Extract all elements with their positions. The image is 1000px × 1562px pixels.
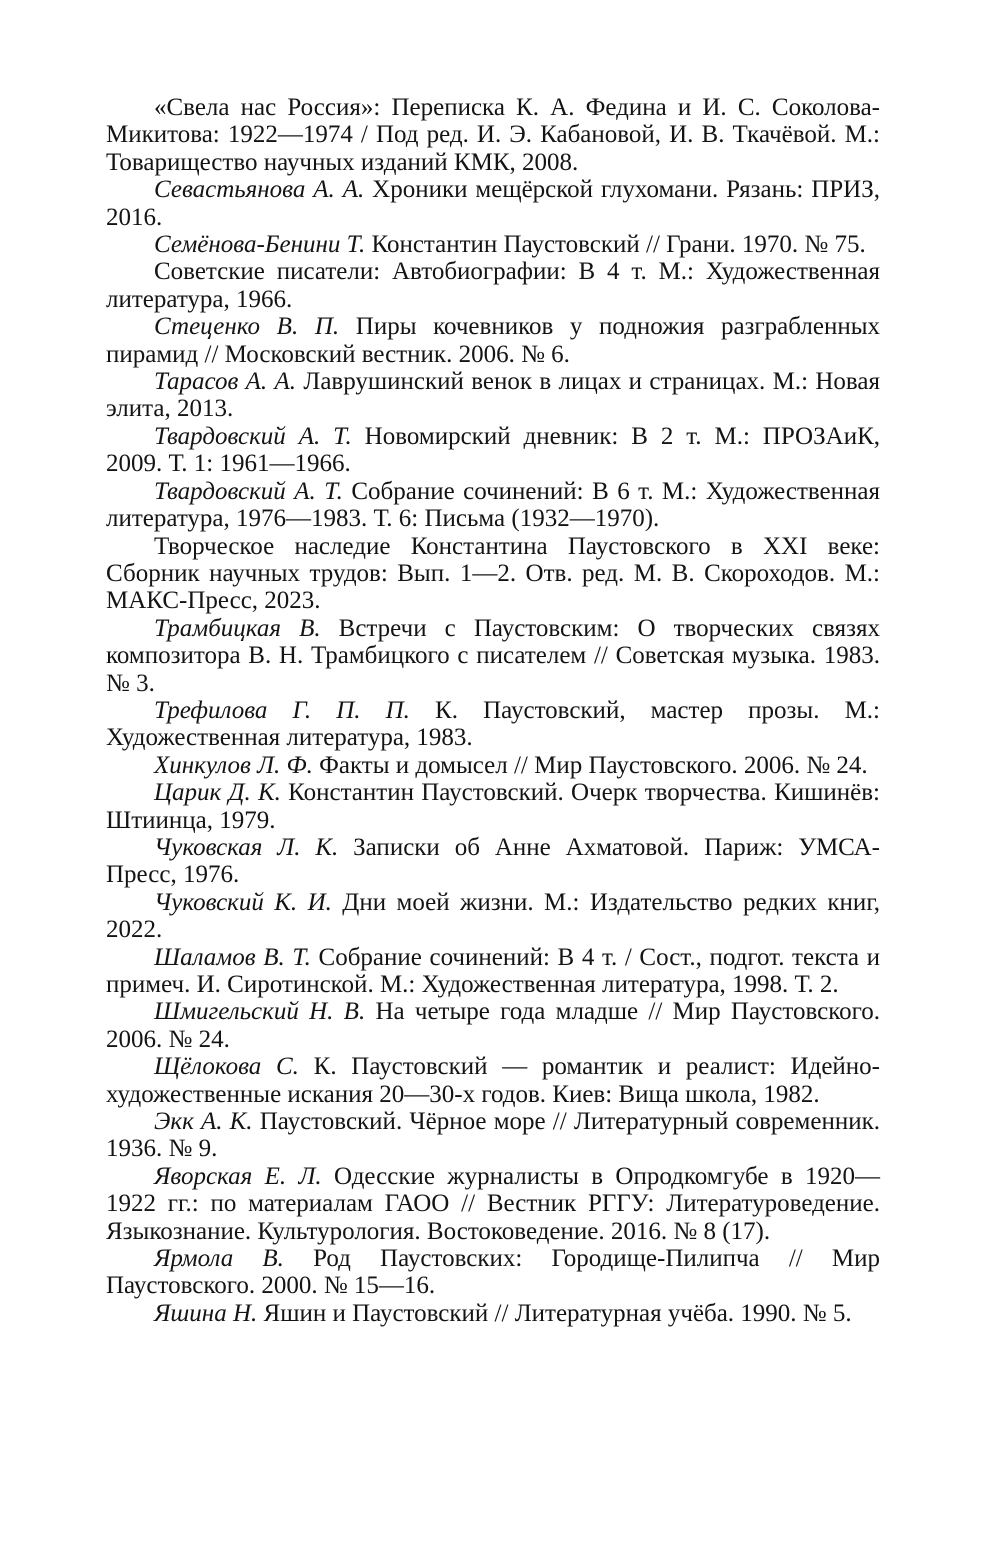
entry-author: Шаламов В. Т.	[154, 943, 311, 971]
bibliography-entry	[106, 697, 880, 752]
entry-author: Чуковский К. И.	[154, 888, 332, 916]
bibliography-entry	[106, 615, 880, 697]
bibliography-entry	[106, 423, 880, 478]
bibliography-entry	[106, 1300, 880, 1327]
entry-text: Одесские журналисты в Опродкомгубе в 1920—1922 гг.: по материалам ГАОО // Вестник РГГУ: Литературоведение. Языкознание. Культурология. Востоковедение. 2016. № 8 (17).	[106, 1162, 880, 1245]
entry-author: Царик Д. К.	[154, 779, 281, 807]
bibliography-entry	[106, 779, 880, 834]
entry-text: Новомирский дневник: В 2 т. М.: ПРОЗАиК, 2009. Т. 1: 1961—1966.	[106, 422, 880, 478]
entry-author: Тарасов А. А.	[154, 368, 297, 396]
bibliography-entry	[106, 258, 880, 313]
entry-author: Хинкулов Л. Ф.	[154, 751, 313, 779]
entry-text: Константин Паустовский. Очерк творчества. Кишинёв: Штиинца, 1979.	[106, 779, 880, 834]
entry-text: Встречи с Паустовским: О творческих связях композитора В. Н. Трамбицкого с писателем // Советская музыка. 1983. № 3.	[106, 614, 880, 697]
bibliography-entry	[106, 889, 880, 944]
bibliography-entry	[106, 1053, 880, 1108]
bibliography-entry	[106, 231, 880, 258]
entry-author: Трефилова Г. П. П.	[154, 696, 410, 724]
entry-text: К. Паустовский, мастер прозы. М.: Художественная литература, 1983.	[106, 696, 880, 752]
bibliography-entry	[106, 94, 880, 176]
bibliography-entry	[106, 834, 880, 889]
entry-text: Яшин и Паустовский // Литературная учёба. 1990. № 5.	[257, 1299, 852, 1327]
entry-text: На четыре года младше // Мир Паустовского. 2006. № 24.	[106, 998, 880, 1053]
bibliography-entry	[106, 998, 880, 1053]
entry-author: Твардовский А. Т.	[154, 477, 343, 505]
entry-text: Константин Паустовский // Грани. 1970. № 75.	[365, 231, 866, 259]
bibliography-entry	[106, 944, 880, 999]
bibliography-list	[106, 94, 880, 1327]
entry-text: Советские писатели: Автобиографии: В 4 т. М.: Художественная литература, 1966.	[106, 258, 880, 313]
entry-text: Род Паустовских: Городище-Пилипча // Мир Паустовского. 2000. № 15—16.	[106, 1245, 880, 1300]
entry-author: Щёлокова С.	[154, 1053, 299, 1081]
bibliography-entry	[106, 368, 880, 423]
entry-text: Хроники мещёрской глухомани. Рязань: ПРИЗ, 2016.	[106, 176, 880, 231]
entry-author: Яшина Н.	[154, 1299, 258, 1327]
entry-text: К. Паустовский — романтик и реалист: Идейно-художественные искания 20—30-х годов. Киев: Вища школа, 1982.	[106, 1053, 880, 1108]
entry-text: Собрание сочинений: В 6 т. М.: Художественная литература, 1976—1983. Т. 6: Письма (1932—1970).	[106, 477, 880, 533]
entry-author: Трамбицкая В.	[154, 614, 321, 642]
entry-text: Факты и домысел // Мир Паустовского. 2006. № 24.	[312, 751, 868, 779]
entry-text: Дни моей жизни. М.: Издательство редких книг, 2022.	[106, 888, 880, 944]
bibliography-entry	[106, 533, 880, 615]
entry-author: Стеценко В. П.	[154, 313, 340, 341]
entry-text: Собрание сочинений: В 4 т. / Сост., подгот. текста и примеч. И. Сиротинской. М.: Художественная литература, 1998. Т. 2.	[106, 943, 881, 998]
entry-author: Экк А. К.	[154, 1108, 253, 1136]
bibliography-entry	[106, 478, 880, 533]
bibliography-entry	[106, 752, 880, 779]
entry-text: Творческое наследие Константина Паустовского в XXI веке: Сборник научных трудов: Вып. 1—2. Отв. ред. М. В. Скороходов. М.: МАКС-Пресс, 2023.	[106, 532, 880, 615]
entry-text: «Свела нас Россия»: Переписка К. А. Федина и И. С. Соколова-Микитова: 1922—1974 / Под ред. И. Э. Кабановой, И. В. Ткачёвой. М.: Товарищество научных изданий КМК, 2008.	[106, 94, 880, 176]
entry-text: Паустовский. Чёрное море // Литературный современник. 1936. № 9.	[106, 1108, 880, 1163]
bibliography-entry	[106, 1245, 880, 1300]
entry-author: Ярмола В.	[154, 1245, 284, 1273]
entry-author: Семёнова-Бенини Т.	[154, 231, 366, 259]
entry-author: Твардовский А. Т.	[154, 422, 352, 450]
bibliography-entry	[106, 313, 880, 368]
entry-author: Севастьянова А. А.	[154, 176, 365, 204]
entry-author: Шмигельский Н. В.	[154, 998, 366, 1026]
entry-author: Чуковская Л. К.	[154, 833, 339, 861]
entry-text: Пиры кочевников у подножия разграбленных пирамид // Московский вестник. 2006. № 6.	[106, 313, 881, 368]
entry-text: Записки об Анне Ахматовой. Париж: УМСА-Пресс, 1976.	[106, 833, 880, 889]
bibliography-entry	[106, 1163, 880, 1245]
entry-text: Лаврушинский венок в лицах и страницах. М.: Новая элита, 2013.	[106, 368, 881, 423]
bibliography-entry	[106, 1108, 880, 1163]
entry-author: Яворская Е. Л.	[154, 1162, 322, 1190]
bibliography-entry	[106, 176, 880, 231]
